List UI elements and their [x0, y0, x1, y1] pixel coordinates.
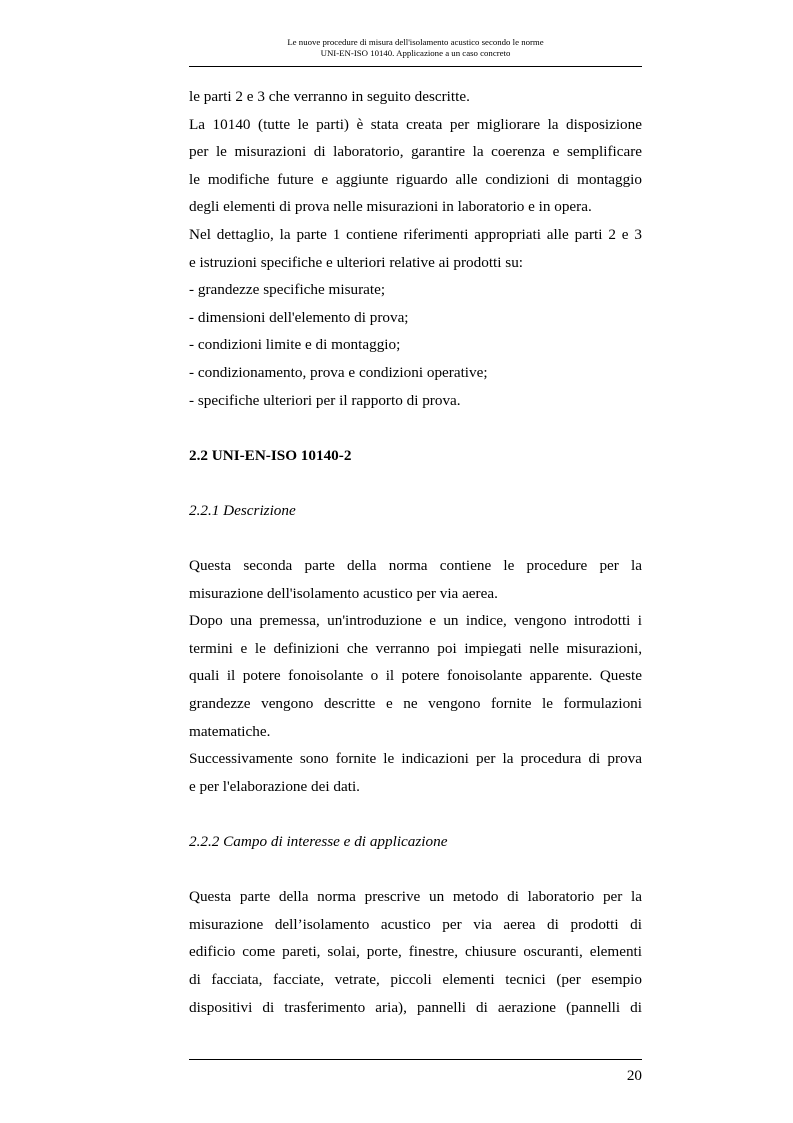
list-item: - specifiche ulteriori per il rapporto di prova. — [189, 391, 461, 409]
document-body — [189, 83, 642, 1021]
list-item: - condizionamento, prova e condizioni operative; — [189, 363, 488, 381]
running-header-line-1: Le nuove procedure di misura dell'isolamento acustico secondo le norme — [287, 37, 544, 47]
body-line: Successivamente sono fornite le indicazioni per la procedura di prova — [189, 750, 642, 768]
body-line: e per l'elaborazione dei dati. — [189, 777, 360, 795]
body-line: degli elementi di prova nelle misurazioni in laboratorio e in opera. — [189, 198, 592, 216]
body-line: Dopo una premessa, un'introduzione e un indice, vengono introdotti i — [189, 612, 642, 630]
spacer — [189, 800, 642, 828]
spacer — [189, 525, 642, 553]
list-item: - grandezze specifiche misurate; — [189, 281, 386, 299]
section-heading: 2.2 UNI-EN-ISO 10140-2 — [189, 446, 352, 464]
list-item: - condizioni limite e di montaggio; — [189, 336, 401, 354]
body-line: La 10140 (tutte le parti) è stata creata per migliorare la disposizione — [189, 115, 642, 133]
list-item: - dimensioni dell'elemento di prova; — [189, 308, 409, 326]
body-line: Questa parte della norma prescrive un metodo di laboratorio per la — [189, 888, 642, 906]
header-rule — [189, 66, 642, 67]
body-line: Nel dettaglio, la parte 1 contiene riferimenti appropriati alle parti 2 e 3 — [189, 225, 642, 243]
body-line: misurazione dell'isolamento acustico per via aerea. — [189, 584, 498, 602]
body-line: per le misurazioni di laboratorio, garantire la coerenza e semplificare — [189, 143, 642, 161]
bullet-list — [189, 276, 642, 414]
body-line: misurazione dell’isolamento acustico per via aerea di prodotti di — [189, 915, 642, 933]
spacer — [189, 856, 642, 884]
subsection-heading: 2.2.2 Campo di interesse e di applicazione — [189, 833, 448, 851]
spacer — [189, 414, 642, 442]
footer-rule — [189, 1059, 642, 1060]
body-line: Questa seconda parte della norma contiene le procedure per la — [189, 557, 642, 575]
page-number: 20 — [626, 1067, 642, 1084]
body-line: e istruzioni specifiche e ulteriori relative ai prodotti su: — [189, 253, 524, 271]
body-line: le parti 2 e 3 che verranno in seguito descritte. — [189, 88, 470, 105]
spacer — [189, 469, 642, 497]
body-line: edificio come pareti, solai, porte, finestre, chiusure oscuranti, elementi — [189, 943, 642, 961]
running-header-line-2: UNI-EN-ISO 10140. Applicazione a un caso concreto — [320, 48, 511, 58]
body-line: quali il potere fonoisolante o il potere fonoisolante apparente. Queste — [189, 667, 642, 685]
body-line: matematiche. — [189, 722, 271, 740]
running-header — [189, 37, 642, 59]
body-line: grandezze vengono descritte e ne vengono fornite le formulazioni — [189, 695, 642, 713]
body-line: le modifiche future e aggiunte riguardo alle condizioni di montaggio — [189, 170, 642, 188]
body-line: termini e le definizioni che verranno poi impiegati nelle misurazioni, — [189, 639, 642, 657]
body-line: di facciata, facciate, vetrate, piccoli elementi tecnici (per esempio — [189, 971, 642, 988]
body-line: dispositivi di trasferimento aria), pannelli di aerazione (pannelli di — [189, 998, 642, 1016]
subsection-heading: 2.2.1 Descrizione — [189, 501, 296, 519]
